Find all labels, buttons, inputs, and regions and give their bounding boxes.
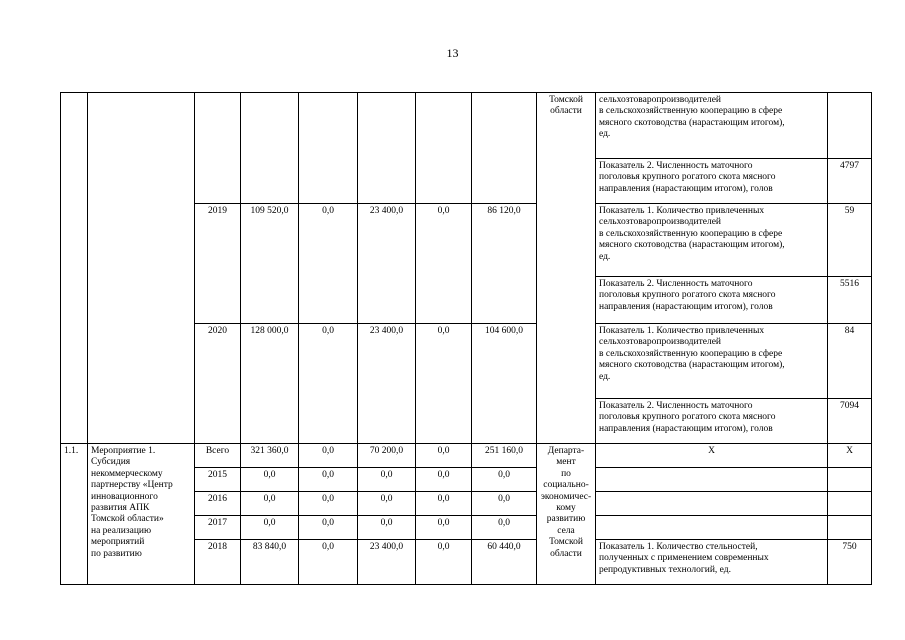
indicator-cell: Показатель 2. Численность маточного поголовья крупного рогатого скота мясного направления (нарастающим итогом), голов xyxy=(596,399,828,444)
dept-cell: Томской области xyxy=(537,93,596,444)
total-cell xyxy=(241,93,299,204)
indicator-value xyxy=(828,468,872,492)
code-cell-empty xyxy=(61,93,88,444)
federal-cell: 0,0 xyxy=(299,492,358,516)
total-cell: 109 520,0 xyxy=(241,204,299,324)
indicator-value xyxy=(828,93,872,159)
local-cell xyxy=(416,93,472,204)
year-cell: 2016 xyxy=(195,492,241,516)
indicator-value: 5516 xyxy=(828,277,872,324)
total-cell: 83 840,0 xyxy=(241,540,299,585)
extrabudget-cell xyxy=(472,93,537,204)
local-cell: 0,0 xyxy=(416,468,472,492)
total-cell: 0,0 xyxy=(241,516,299,540)
indicator-value xyxy=(828,516,872,540)
year-cell: 2019 xyxy=(195,204,241,324)
regional-cell: 23 400,0 xyxy=(358,204,416,324)
year-cell: 2020 xyxy=(195,324,241,444)
indicator-value: 7094 xyxy=(828,399,872,444)
extrabudget-cell: 104 600,0 xyxy=(472,324,537,444)
indicator-cell: Показатель 1. Количество привлеченных сельхозтоваропроизводителей в сельскохозяйственную кооперацию в сфере мясного скотоводства (нарастающим итогом), ед. xyxy=(596,204,828,277)
federal-cell: 0,0 xyxy=(299,324,358,444)
year-cell: 2015 xyxy=(195,468,241,492)
total-cell: 128 000,0 xyxy=(241,324,299,444)
year-cell xyxy=(195,93,241,204)
indicator-value: 750 xyxy=(828,540,872,585)
local-cell: 0,0 xyxy=(416,516,472,540)
indicator-value: Х xyxy=(828,444,872,468)
table-row xyxy=(61,93,872,159)
federal-cell: 0,0 xyxy=(299,540,358,585)
local-cell: 0,0 xyxy=(416,540,472,585)
measure-code: 1.1. xyxy=(61,444,88,585)
federal-cell: 0,0 xyxy=(299,204,358,324)
regional-cell: 23 400,0 xyxy=(358,540,416,585)
indicator-cell xyxy=(596,492,828,516)
federal-cell: 0,0 xyxy=(299,468,358,492)
measure-title: Мероприятие 1. Субсидия некоммерческому партнерству «Центр инновационного развития АПК Томской области» на реализацию мероприятий по развитию xyxy=(88,444,195,585)
federal-cell: 0,0 xyxy=(299,516,358,540)
extrabudget-cell: 0,0 xyxy=(472,468,537,492)
total-cell: 321 360,0 xyxy=(241,444,299,468)
extrabudget-cell: 0,0 xyxy=(472,492,537,516)
indicator-value: 4797 xyxy=(828,159,872,204)
regional-cell: 0,0 xyxy=(358,492,416,516)
local-cell: 0,0 xyxy=(416,444,472,468)
local-cell: 0,0 xyxy=(416,492,472,516)
indicator-cell: Показатель 2. Численность маточного поголовья крупного рогатого скота мясного направления (нарастающим итогом), голов xyxy=(596,277,828,324)
indicator-value: 84 xyxy=(828,324,872,399)
page-number: 13 xyxy=(446,46,459,60)
indicator-value: 59 xyxy=(828,204,872,277)
indicator-cell: Показатель 2. Численность маточного поголовья крупного рогатого скота мясного направления (нарастающим итогом), голов xyxy=(596,159,828,204)
extrabudget-cell: 0,0 xyxy=(472,516,537,540)
regional-cell: 23 400,0 xyxy=(358,324,416,444)
program-table xyxy=(60,92,872,585)
local-cell: 0,0 xyxy=(416,324,472,444)
indicator-cell: Показатель 1. Количество привлеченных сельхозтоваропроизводителей в сельскохозяйственную кооперацию в сфере мясного скотоводства (нарастающим итогом), ед. xyxy=(596,324,828,399)
indicator-cell xyxy=(596,516,828,540)
indicator-cell: Показатель 1. Количество стельностей, полученных с применением современных репродуктивных технологий, ед. xyxy=(596,540,828,585)
year-cell: Всего xyxy=(195,444,241,468)
total-cell: 0,0 xyxy=(241,468,299,492)
year-cell: 2018 xyxy=(195,540,241,585)
indicator-cell xyxy=(596,468,828,492)
indicator-cell: Х xyxy=(596,444,828,468)
extrabudget-cell: 251 160,0 xyxy=(472,444,537,468)
regional-cell: 0,0 xyxy=(358,468,416,492)
local-cell: 0,0 xyxy=(416,204,472,324)
measure-dept: Департа- мент по социально- экономичес- кому развитию села Томской области xyxy=(537,444,596,585)
total-cell: 0,0 xyxy=(241,492,299,516)
regional-cell: 0,0 xyxy=(358,516,416,540)
extrabudget-cell: 60 440,0 xyxy=(472,540,537,585)
federal-cell: 0,0 xyxy=(299,444,358,468)
federal-cell xyxy=(299,93,358,204)
table-row xyxy=(61,444,872,468)
indicator-cell: сельхозтоваропроизводителей в сельскохозяйственную кооперацию в сфере мясного скотоводства (нарастающим итогом), ед. xyxy=(596,93,828,159)
indicator-value xyxy=(828,492,872,516)
regional-cell xyxy=(358,93,416,204)
year-cell: 2017 xyxy=(195,516,241,540)
title-cell-empty xyxy=(88,93,195,444)
extrabudget-cell: 86 120,0 xyxy=(472,204,537,324)
regional-cell: 70 200,0 xyxy=(358,444,416,468)
